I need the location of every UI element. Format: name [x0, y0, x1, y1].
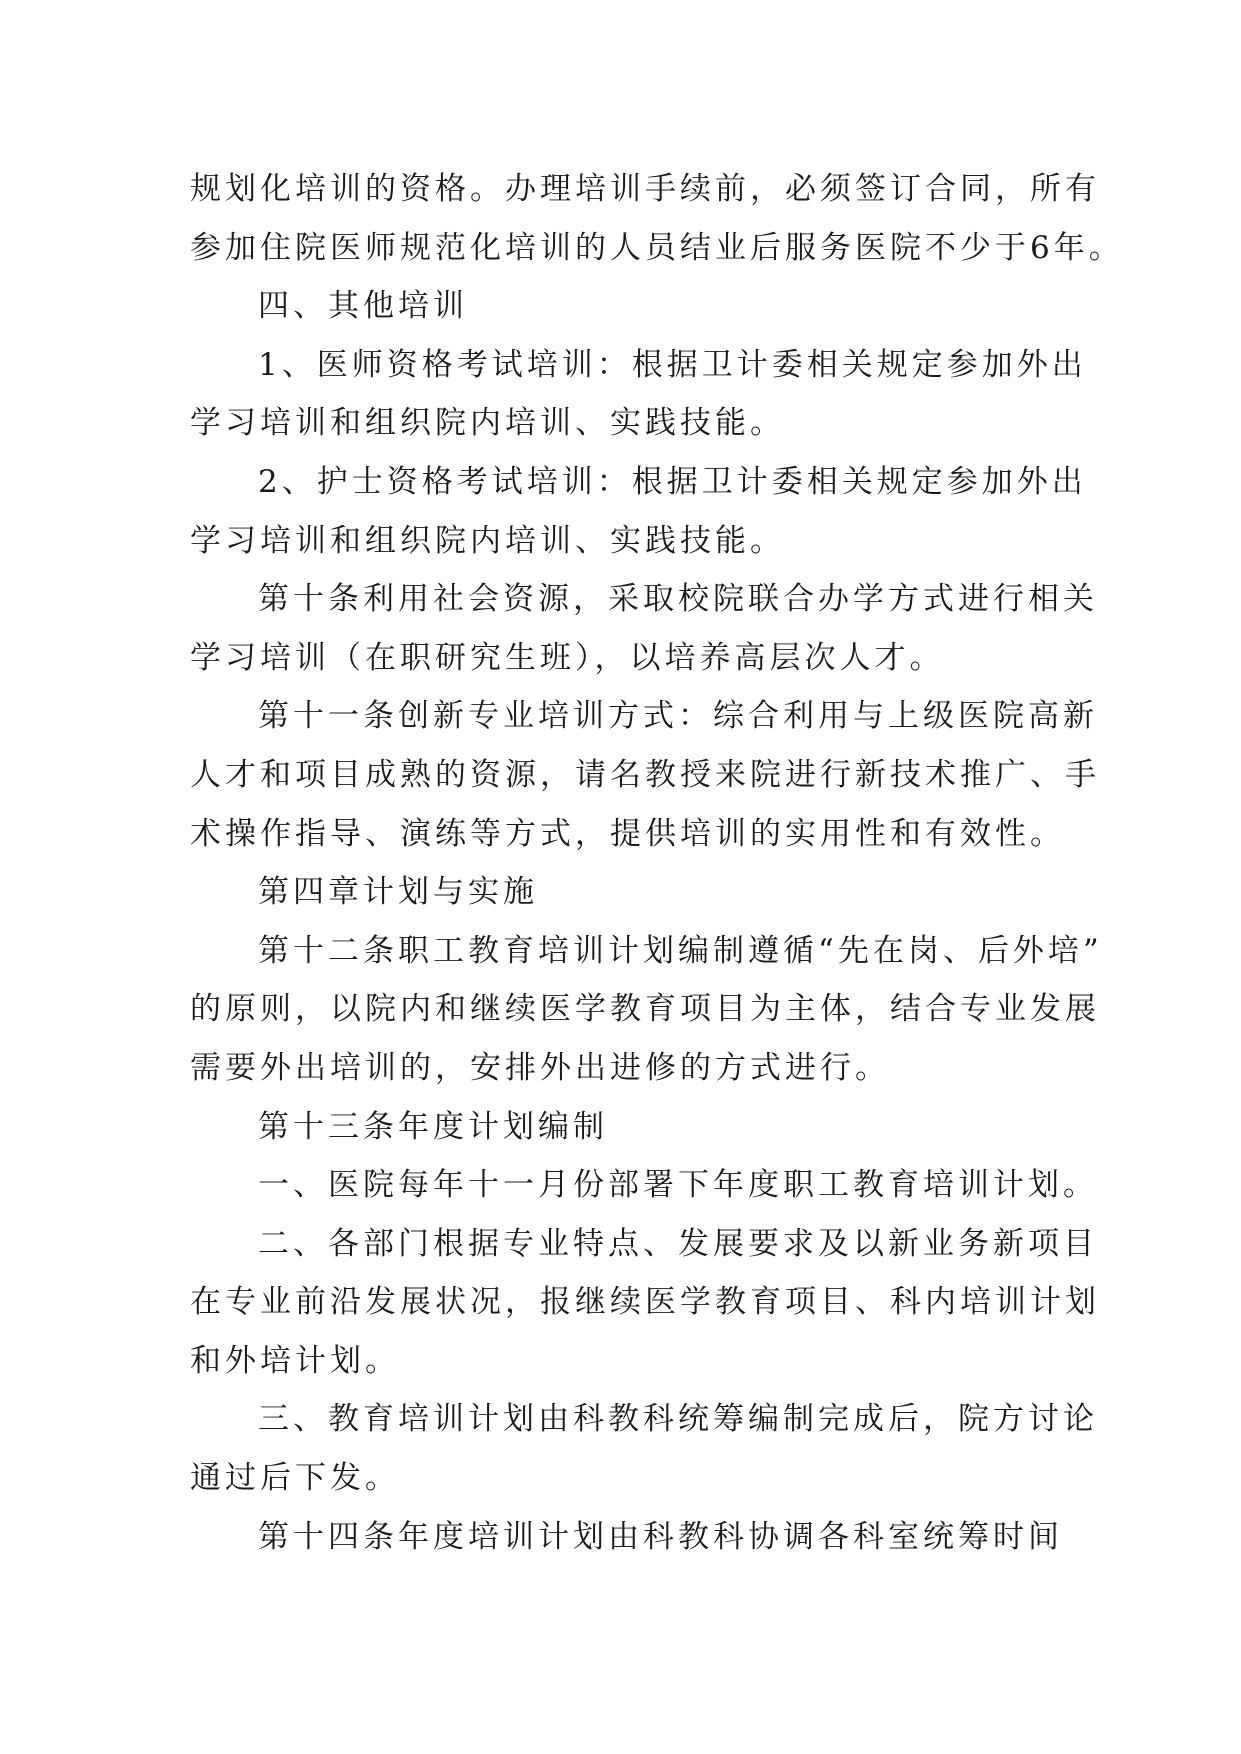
- section-heading: 四、其他培训: [258, 288, 468, 325]
- text-line: 1、医师资格考试培训：根据卫计委相关规定参加外出: [258, 346, 1087, 383]
- chapter-heading: 第四章计划与实施: [258, 874, 538, 911]
- text-line: 第十二条职工教育培训计划编制遵循“先在岗、后外培”: [258, 932, 1103, 969]
- text-line: 和外培计划。: [190, 1342, 400, 1379]
- text-line: 人才和项目成熟的资源，请名教授来院进行新技术推广、手: [190, 756, 1100, 793]
- text-line: 一、医院每年十一月份部署下年度职工教育培训计划。: [258, 1167, 1098, 1204]
- text-line: 需要外出培训的，安排外出进修的方式进行。: [190, 1049, 890, 1086]
- text-line: 三、教育培训计划由科教科统筹编制完成后，院方讨论: [258, 1401, 1098, 1438]
- text-line: 第十一条创新专业培训方式：综合利用与上级医院高新: [258, 698, 1098, 735]
- text-line: 的原则，以院内和继续医学教育项目为主体，结合专业发展: [190, 991, 1100, 1028]
- text-line: 学习培训和组织院内培训、实践技能。: [190, 522, 785, 559]
- text-line: 术操作指导、演练等方式，提供培训的实用性和有效性。: [190, 815, 1065, 852]
- text-line: 规划化培训的资格。办理培训手续前，必须签订合同，所有: [190, 171, 1100, 207]
- text-line: 第十四条年度培训计划由科教科协调各科室统筹时间: [258, 1518, 1063, 1555]
- text-line: 在专业前沿发展状况，报继续医学教育项目、科内培训计划: [190, 1284, 1100, 1321]
- text-line: 参加住院医师规范化培训的人员结业后服务医院不少于6年。: [190, 229, 1124, 266]
- text-line: 2、护士资格考试培训：根据卫计委相关规定参加外出: [258, 463, 1087, 500]
- document-body: [190, 160, 1124, 1566]
- text-line: 二、各部门根据专业特点、发展要求及以新业务新项目: [258, 1225, 1098, 1262]
- text-line: 学习培训（在职研究生班），以培养高层次人才。: [190, 639, 945, 676]
- text-line: 第十条利用社会资源，采取校院联合办学方式进行相关: [258, 581, 1098, 618]
- text-line: 通过后下发。: [190, 1460, 400, 1497]
- text-line: 学习培训和组织院内培训、实践技能。: [190, 405, 785, 442]
- article-heading: 第十三条年度计划编制: [258, 1108, 608, 1145]
